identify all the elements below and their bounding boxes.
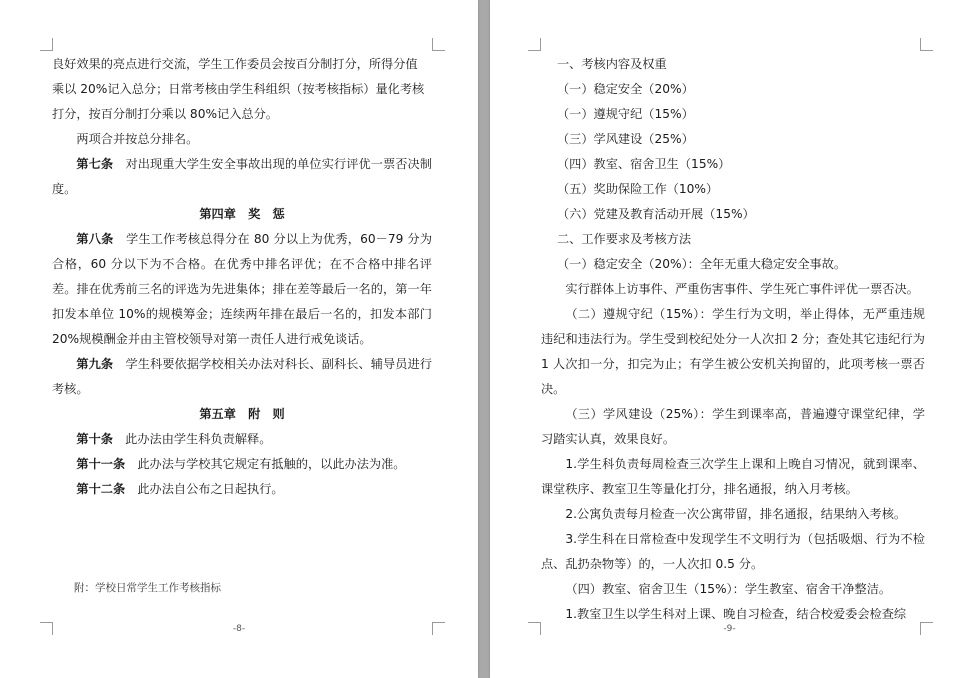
article-text: 学生科要依据学校相关办法对科长、副科长、辅导员进行考核。: [52, 357, 433, 396]
article-label: 第九条: [76, 357, 114, 371]
article-9: [52, 352, 432, 402]
chapter-heading: 第四章 奖 惩: [199, 207, 285, 221]
list-item: （一）遵规守纪（15%）: [557, 107, 694, 121]
list-item: （一）稳定安全（20%）: [557, 82, 694, 96]
article-text: 此办法由学生科负责解释。: [112, 432, 272, 446]
paragraph: 2.公寓负责每月检查一次公寓带留，排名通报，结果纳入考核。: [565, 507, 907, 521]
list-item: （三）学风建设（25%）: [557, 132, 694, 146]
document-page-left: [0, 0, 478, 678]
paragraph: 1.教室卫生以学生科对上课、晚自习检查，结合校爱委会检查综: [565, 607, 907, 621]
paragraph: （三）学风建设（25%）：学生到课率高，普遍遵守课堂纪律，学习踏实认真，效果良好。: [541, 407, 925, 446]
list-item: （五）奖助保险工作（10%）: [557, 182, 719, 196]
article-label: 第七条: [76, 157, 114, 171]
page-number: -8-: [232, 624, 246, 634]
attachment-note: 附：学校日常学生工作考核指标: [74, 582, 221, 594]
article-8: [52, 227, 432, 352]
paragraph: （二）遵规守纪（15%）：学生行为文明，举止得体，无严重违规违纪和违法行为。学生受到校纪处分一人次扣 2 分；查处其它违纪行为 1 人次扣一分，扣完为止；有学生被公安机关拘留的，此项考核一票否决。: [541, 307, 925, 396]
paragraph: 两项合并按总分排名。: [76, 132, 199, 146]
text-line: 乘以 20%记入总分；日常考核由学生科组织（按考核指标）量化考核: [52, 82, 425, 96]
article-label: 第十一条: [76, 457, 126, 471]
section-heading: 二、工作要求及考核方法: [557, 232, 692, 246]
right-page-body: [541, 52, 925, 627]
article-text: 对出现重大学生安全事故出现的单位实行评优一票否决制度。: [52, 157, 433, 196]
article-11: [52, 452, 432, 477]
paragraph: （四）教室、宿舍卫生（15%）：学生教室、宿舍干净整洁。: [565, 582, 892, 596]
text-line: 良好效果的亮点进行交流，学生工作委员会按百分制打分，所得分值: [52, 57, 418, 71]
crop-mark-top-left: [40, 38, 53, 51]
article-text: 学生工作考核总得分在 80 分以上为优秀，60－79 分为合格，60 分以下为不合格。在优秀中排名评优；在不合格中排名评差。排在优秀前三名的评选为先进集体；排在差等最后一名的，第一年扣发本单位 10%的规模筹金；连续两年排在最后一名的，扣发本部门 20%规模酬金并由主管校领导对第一责任人进行戒免谈话。: [52, 232, 433, 346]
text-line: 打分，按百分制打分乘以 80%记入总分。: [52, 107, 278, 121]
paragraph: 3.学生科在日常检查中发现学生不文明行为（包括吸烟、行为不检点、乱扔杂物等）的，一人次扣 0.5 分。: [541, 532, 925, 571]
article-text: 此办法与学校其它规定有抵触的，以此办法为准。: [125, 457, 406, 471]
chapter-heading: 第五章 附 则: [199, 407, 285, 421]
page-number: -9-: [723, 624, 736, 634]
paragraph: 实行群体上访事件、严重伤害事件、学生死亡事件评优一票否决。: [565, 282, 919, 296]
list-item: （一）稳定安全（20%）：全年无重大稳定安全事故。: [557, 257, 847, 271]
section-heading: 一、考核内容及权重: [557, 57, 667, 71]
article-label: 第十二条: [76, 482, 126, 496]
paragraph: 1.学生科负责每周检查三次学生上课和上晚自习情况，就到课率、课堂秩序、教室卫生等量化打分，排名通报，纳入月考核。: [541, 457, 925, 496]
article-label: 第十条: [76, 432, 113, 446]
document-page-right: [490, 0, 969, 678]
left-page-body: [52, 52, 432, 502]
article-label: 第八条: [76, 232, 114, 246]
crop-mark-top-left: [528, 38, 541, 51]
crop-mark-top-right: [432, 38, 445, 51]
article-12: [52, 477, 432, 502]
article-7: [52, 152, 432, 202]
crop-mark-top-right: [920, 38, 933, 51]
list-item: （四）教室、宿舍卫生（15%）: [557, 157, 731, 171]
list-item: （六）党建及教育活动开展（15%）: [557, 207, 755, 221]
article-10: [52, 427, 432, 452]
article-text: 此办法自公布之日起执行。: [125, 482, 284, 496]
